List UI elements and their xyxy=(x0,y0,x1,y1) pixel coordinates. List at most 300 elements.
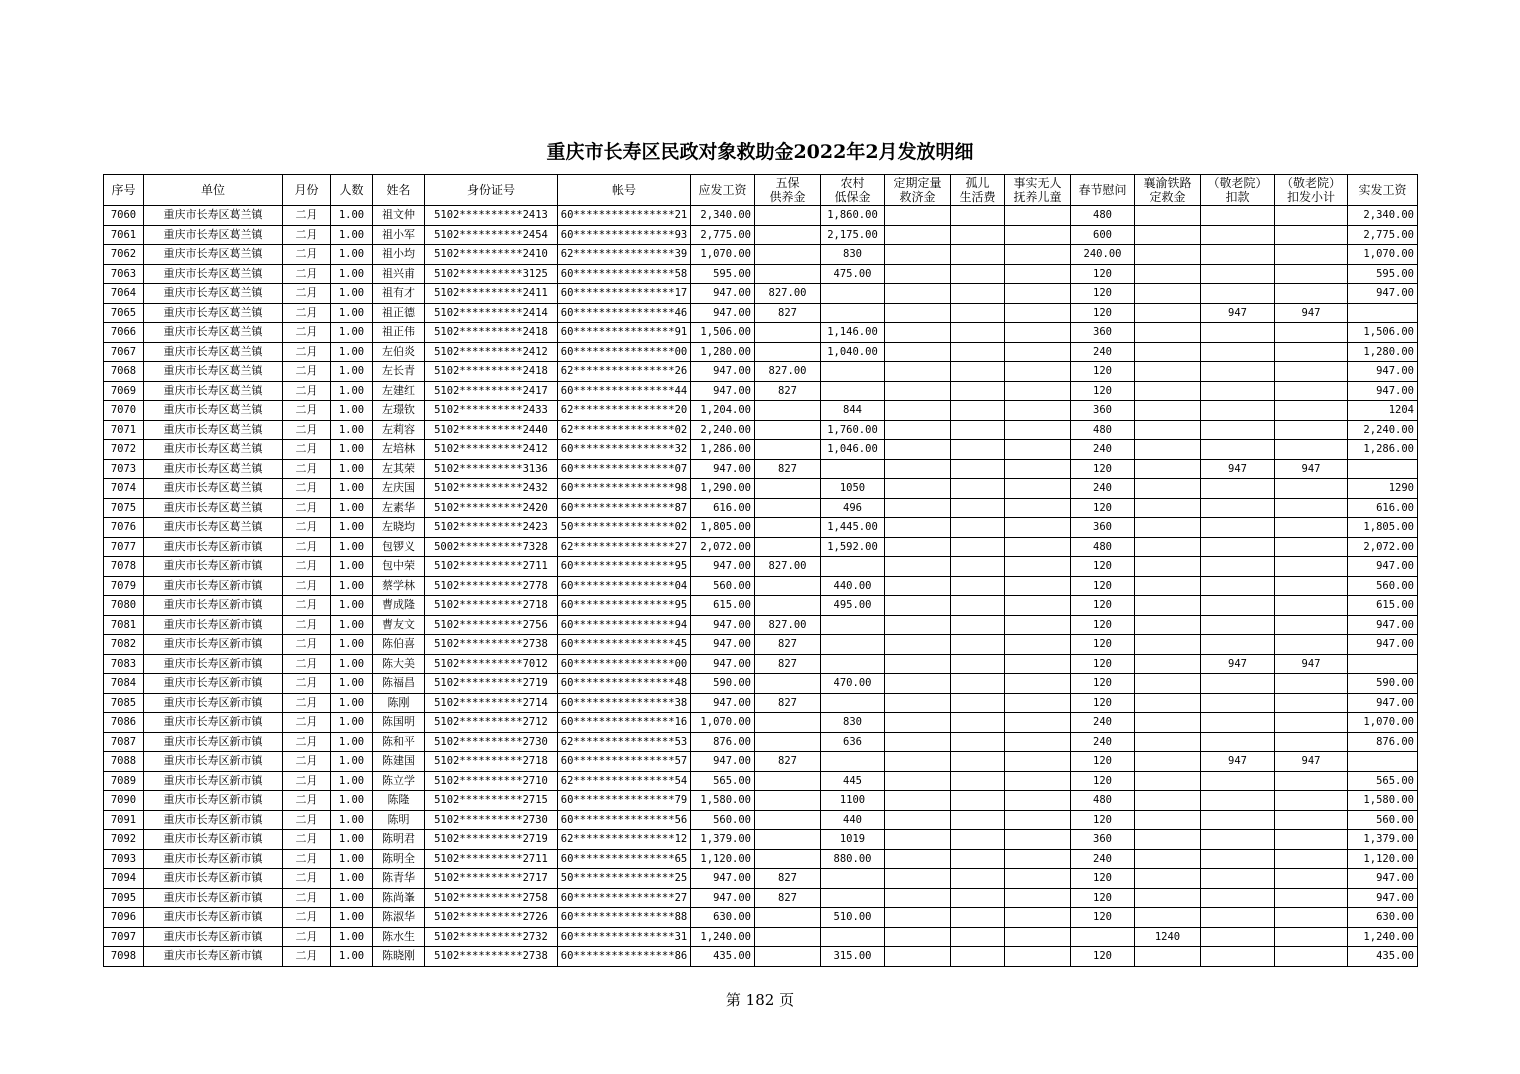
table-cell: 7083 xyxy=(104,654,144,674)
table-cell: 60****************32 xyxy=(558,440,691,460)
table-cell: 560.00 xyxy=(691,576,755,596)
table-cell: 5102**********2732 xyxy=(425,927,558,947)
table-cell: 二月 xyxy=(283,479,331,499)
table-cell: 二月 xyxy=(283,596,331,616)
table-cell xyxy=(885,362,951,382)
table-cell: 1.00 xyxy=(331,362,373,382)
table-cell: 1,379.00 xyxy=(691,830,755,850)
table-cell: 5102**********2730 xyxy=(425,732,558,752)
table-cell: 1.00 xyxy=(331,869,373,889)
table-cell: 510.00 xyxy=(821,908,885,928)
table-cell xyxy=(755,810,821,830)
table-cell: 陈尚峯 xyxy=(373,888,425,908)
table-cell xyxy=(1135,947,1201,967)
table-cell xyxy=(755,849,821,869)
table-cell xyxy=(755,576,821,596)
table-cell: 重庆市长寿区葛兰镇 xyxy=(144,401,283,421)
table-cell: 重庆市长寿区葛兰镇 xyxy=(144,362,283,382)
table-cell: 827 xyxy=(755,303,821,323)
table-cell: 包锣义 xyxy=(373,537,425,557)
table-cell: 5102**********2432 xyxy=(425,479,558,499)
table-cell: 7090 xyxy=(104,791,144,811)
table-cell: 880.00 xyxy=(821,849,885,869)
table-cell: 二月 xyxy=(283,342,331,362)
table-cell: 1.00 xyxy=(331,752,373,772)
table-cell: 360 xyxy=(1071,518,1135,538)
table-cell: 62****************20 xyxy=(558,401,691,421)
table-cell xyxy=(821,303,885,323)
table-cell xyxy=(1201,888,1275,908)
table-cell: 1.00 xyxy=(331,284,373,304)
table-cell xyxy=(1005,498,1071,518)
table-cell xyxy=(951,518,1005,538)
table-cell: 7082 xyxy=(104,635,144,655)
table-cell: 5102**********2711 xyxy=(425,557,558,577)
table-cell: 1100 xyxy=(821,791,885,811)
table-cell: 60****************65 xyxy=(558,849,691,869)
table-cell: 1240 xyxy=(1135,927,1201,947)
table-cell: 360 xyxy=(1071,323,1135,343)
table-row xyxy=(104,401,1418,421)
table-cell: 5102**********2417 xyxy=(425,381,558,401)
table-cell xyxy=(951,888,1005,908)
table-cell: 左庆国 xyxy=(373,479,425,499)
table-cell xyxy=(951,303,1005,323)
table-cell: 60****************44 xyxy=(558,381,691,401)
table-cell: 120 xyxy=(1071,693,1135,713)
table-cell: 60****************95 xyxy=(558,596,691,616)
table-cell: 二月 xyxy=(283,732,331,752)
table-cell: 827 xyxy=(755,752,821,772)
table-cell xyxy=(951,791,1005,811)
table-cell: 左长青 xyxy=(373,362,425,382)
table-cell: 7062 xyxy=(104,245,144,265)
table-cell: 600 xyxy=(1071,225,1135,245)
table-cell: 2,175.00 xyxy=(821,225,885,245)
table-cell: 7074 xyxy=(104,479,144,499)
table-cell: 重庆市长寿区葛兰镇 xyxy=(144,518,283,538)
table-cell: 重庆市长寿区葛兰镇 xyxy=(144,342,283,362)
table-cell: 二月 xyxy=(283,888,331,908)
column-header: 身份证号 xyxy=(425,175,558,206)
table-cell xyxy=(885,342,951,362)
table-cell: 827 xyxy=(755,459,821,479)
table-cell: 947 xyxy=(1275,303,1348,323)
table-row xyxy=(104,830,1418,850)
table-cell: 二月 xyxy=(283,674,331,694)
table-cell: 5102**********2412 xyxy=(425,440,558,460)
table-cell: 1.00 xyxy=(331,654,373,674)
table-cell xyxy=(951,674,1005,694)
table-cell xyxy=(821,615,885,635)
table-cell: 120 xyxy=(1071,498,1135,518)
table-row xyxy=(104,947,1418,967)
table-cell: 5102**********3136 xyxy=(425,459,558,479)
table-cell: 曹友文 xyxy=(373,615,425,635)
table-cell xyxy=(1275,849,1348,869)
table-cell: 240 xyxy=(1071,440,1135,460)
table-cell: 1.00 xyxy=(331,381,373,401)
table-cell xyxy=(1275,596,1348,616)
table-cell: 60****************93 xyxy=(558,225,691,245)
table-cell: 1.00 xyxy=(331,947,373,967)
table-row xyxy=(104,791,1418,811)
table-cell: 315.00 xyxy=(821,947,885,967)
table-row xyxy=(104,771,1418,791)
table-cell xyxy=(885,576,951,596)
table-cell xyxy=(821,459,885,479)
table-cell: 947.00 xyxy=(691,888,755,908)
table-cell: 495.00 xyxy=(821,596,885,616)
table-row xyxy=(104,440,1418,460)
table-cell xyxy=(1005,323,1071,343)
table-cell xyxy=(1005,732,1071,752)
table-cell: 120 xyxy=(1071,810,1135,830)
table-cell xyxy=(1005,440,1071,460)
table-cell xyxy=(1348,752,1418,772)
table-cell: 7073 xyxy=(104,459,144,479)
table-cell: 827 xyxy=(755,693,821,713)
table-cell: 重庆市长寿区新市镇 xyxy=(144,849,283,869)
table-row xyxy=(104,596,1418,616)
table-cell: 二月 xyxy=(283,518,331,538)
table-cell xyxy=(1135,576,1201,596)
table-cell: 2,072.00 xyxy=(1348,537,1418,557)
table-cell: 1,760.00 xyxy=(821,420,885,440)
table-cell xyxy=(1201,635,1275,655)
table-cell: 1.00 xyxy=(331,713,373,733)
table-row xyxy=(104,674,1418,694)
table-cell xyxy=(1005,654,1071,674)
table-cell: 120 xyxy=(1071,264,1135,284)
table-cell xyxy=(1275,791,1348,811)
table-row xyxy=(104,654,1418,674)
table-cell xyxy=(885,440,951,460)
table-cell xyxy=(1135,518,1201,538)
table-cell: 二月 xyxy=(283,713,331,733)
table-cell xyxy=(1135,362,1201,382)
table-cell xyxy=(1005,537,1071,557)
table-cell xyxy=(951,927,1005,947)
table-cell: 1,070.00 xyxy=(691,713,755,733)
table-cell xyxy=(1201,615,1275,635)
table-cell: 1019 xyxy=(821,830,885,850)
table-cell: 947.00 xyxy=(691,284,755,304)
table-cell: 二月 xyxy=(283,225,331,245)
table-cell xyxy=(1348,303,1418,323)
table-cell xyxy=(1135,771,1201,791)
table-cell: 重庆市长寿区新市镇 xyxy=(144,537,283,557)
table-cell: 1.00 xyxy=(331,401,373,421)
table-cell: 2,340.00 xyxy=(1348,206,1418,226)
table-cell xyxy=(951,225,1005,245)
table-cell: 1.00 xyxy=(331,518,373,538)
table-cell xyxy=(1005,401,1071,421)
table-cell xyxy=(1005,810,1071,830)
table-cell xyxy=(1201,225,1275,245)
table-cell xyxy=(1275,908,1348,928)
table-cell: 435.00 xyxy=(691,947,755,967)
table-cell: 祖文仲 xyxy=(373,206,425,226)
table-cell: 947 xyxy=(1275,459,1348,479)
table-cell xyxy=(1201,771,1275,791)
table-cell: 2,240.00 xyxy=(1348,420,1418,440)
table-row xyxy=(104,635,1418,655)
table-cell xyxy=(755,245,821,265)
table-cell: 5102**********2440 xyxy=(425,420,558,440)
table-row xyxy=(104,284,1418,304)
table-cell: 二月 xyxy=(283,557,331,577)
table-cell: 陈国明 xyxy=(373,713,425,733)
table-cell: 827 xyxy=(755,888,821,908)
table-cell: 830 xyxy=(821,245,885,265)
table-cell: 左素华 xyxy=(373,498,425,518)
table-cell xyxy=(1201,830,1275,850)
table-cell xyxy=(1201,342,1275,362)
table-cell xyxy=(951,849,1005,869)
table-cell xyxy=(1201,869,1275,889)
table-cell xyxy=(951,381,1005,401)
table-cell: 120 xyxy=(1071,615,1135,635)
table-cell: 60****************45 xyxy=(558,635,691,655)
table-cell xyxy=(1201,440,1275,460)
table-cell xyxy=(951,459,1005,479)
table-cell: 5102**********2718 xyxy=(425,752,558,772)
table-cell: 陈福昌 xyxy=(373,674,425,694)
page-number: 第 182 页 xyxy=(725,991,795,1009)
table-cell xyxy=(1201,323,1275,343)
table-cell: 60****************94 xyxy=(558,615,691,635)
table-cell xyxy=(1135,401,1201,421)
table-cell: 5102**********2423 xyxy=(425,518,558,538)
table-cell: 5102**********2718 xyxy=(425,596,558,616)
table-cell: 1.00 xyxy=(331,225,373,245)
table-cell xyxy=(951,401,1005,421)
table-cell xyxy=(885,381,951,401)
table-cell: 947.00 xyxy=(691,381,755,401)
table-cell: 62****************53 xyxy=(558,732,691,752)
table-cell: 重庆市长寿区葛兰镇 xyxy=(144,479,283,499)
table-cell: 祖有才 xyxy=(373,284,425,304)
table-cell: 560.00 xyxy=(1348,810,1418,830)
table-cell: 7061 xyxy=(104,225,144,245)
table-cell xyxy=(951,342,1005,362)
table-cell xyxy=(1005,459,1071,479)
table-cell: 重庆市长寿区新市镇 xyxy=(144,908,283,928)
table-cell: 120 xyxy=(1071,654,1135,674)
table-cell: 5102**********2730 xyxy=(425,810,558,830)
column-header: 春节慰问 xyxy=(1071,175,1135,206)
table-cell xyxy=(1005,264,1071,284)
table-cell: 616.00 xyxy=(691,498,755,518)
table-cell xyxy=(951,206,1005,226)
table-cell xyxy=(951,323,1005,343)
table-cell xyxy=(1201,537,1275,557)
table-cell xyxy=(1275,420,1348,440)
table-cell: 240 xyxy=(1071,479,1135,499)
table-cell xyxy=(1135,615,1201,635)
table-cell: 1,046.00 xyxy=(821,440,885,460)
table-cell: 240 xyxy=(1071,713,1135,733)
table-cell xyxy=(821,362,885,382)
table-cell xyxy=(755,420,821,440)
table-cell xyxy=(755,479,821,499)
table-cell xyxy=(885,206,951,226)
table-cell: 62****************39 xyxy=(558,245,691,265)
table-cell: 7063 xyxy=(104,264,144,284)
table-row xyxy=(104,206,1418,226)
table-cell xyxy=(755,342,821,362)
table-cell xyxy=(755,518,821,538)
table-cell xyxy=(1005,713,1071,733)
table-cell xyxy=(885,537,951,557)
table-cell xyxy=(1275,713,1348,733)
table-cell xyxy=(1005,849,1071,869)
table-cell xyxy=(1275,537,1348,557)
table-cell: 二月 xyxy=(283,771,331,791)
table-cell xyxy=(1201,362,1275,382)
table-cell: 60****************98 xyxy=(558,479,691,499)
table-cell: 60****************86 xyxy=(558,947,691,967)
table-cell: 重庆市长寿区葛兰镇 xyxy=(144,420,283,440)
table-cell xyxy=(1005,206,1071,226)
table-cell: 二月 xyxy=(283,947,331,967)
table-cell: 947.00 xyxy=(1348,869,1418,889)
table-cell xyxy=(1005,596,1071,616)
table-cell xyxy=(885,927,951,947)
table-cell xyxy=(885,596,951,616)
table-cell: 5102**********2412 xyxy=(425,342,558,362)
table-cell: 1,445.00 xyxy=(821,518,885,538)
table-cell: 5102**********2715 xyxy=(425,791,558,811)
table-cell: 二月 xyxy=(283,381,331,401)
table-cell xyxy=(1135,381,1201,401)
table-cell: 947.00 xyxy=(691,615,755,635)
table-cell xyxy=(1201,596,1275,616)
table-cell: 1,506.00 xyxy=(1348,323,1418,343)
column-header: 农村 低保金 xyxy=(821,175,885,206)
table-cell xyxy=(951,264,1005,284)
table-cell: 二月 xyxy=(283,420,331,440)
table-cell: 844 xyxy=(821,401,885,421)
table-cell: 1,146.00 xyxy=(821,323,885,343)
table-cell: 陈明全 xyxy=(373,849,425,869)
table-cell: 60****************58 xyxy=(558,264,691,284)
table-cell: 1,120.00 xyxy=(691,849,755,869)
table-cell: 7077 xyxy=(104,537,144,557)
table-cell: 7096 xyxy=(104,908,144,928)
table-cell: 120 xyxy=(1071,947,1135,967)
table-cell: 120 xyxy=(1071,362,1135,382)
table-cell xyxy=(1005,284,1071,304)
table-cell: 7093 xyxy=(104,849,144,869)
column-header: 帐号 xyxy=(558,175,691,206)
table-cell: 7070 xyxy=(104,401,144,421)
table-cell xyxy=(951,576,1005,596)
table-cell xyxy=(885,674,951,694)
table-cell xyxy=(1135,284,1201,304)
table-cell: 重庆市长寿区新市镇 xyxy=(144,654,283,674)
table-cell: 947.00 xyxy=(691,869,755,889)
column-header: 实发工资 xyxy=(1348,175,1418,206)
table-cell: 60****************07 xyxy=(558,459,691,479)
table-cell: 947.00 xyxy=(691,693,755,713)
table-cell: 重庆市长寿区新市镇 xyxy=(144,693,283,713)
table-cell xyxy=(1005,557,1071,577)
table-cell xyxy=(1005,576,1071,596)
table-cell: 62****************26 xyxy=(558,362,691,382)
table-cell: 二月 xyxy=(283,830,331,850)
table-cell xyxy=(755,264,821,284)
table-row xyxy=(104,303,1418,323)
table-cell: 陈和平 xyxy=(373,732,425,752)
table-cell xyxy=(821,381,885,401)
table-cell: 1.00 xyxy=(331,908,373,928)
table-cell: 7086 xyxy=(104,713,144,733)
table-cell: 827 xyxy=(755,381,821,401)
table-cell xyxy=(1275,732,1348,752)
table-cell: 1,506.00 xyxy=(691,323,755,343)
table-cell: 1.00 xyxy=(331,615,373,635)
table-cell xyxy=(1005,947,1071,967)
table-cell: 1.00 xyxy=(331,596,373,616)
table-row xyxy=(104,498,1418,518)
column-header: 五保 供养金 xyxy=(755,175,821,206)
table-cell: 二月 xyxy=(283,810,331,830)
table-cell: 1.00 xyxy=(331,206,373,226)
table-header-row xyxy=(104,175,1418,206)
table-cell xyxy=(1348,654,1418,674)
table-cell: 1,805.00 xyxy=(1348,518,1418,538)
table-cell: 876.00 xyxy=(1348,732,1418,752)
table-cell: 重庆市长寿区新市镇 xyxy=(144,830,283,850)
table-row xyxy=(104,245,1418,265)
table-cell: 947.00 xyxy=(691,557,755,577)
table-cell: 1,120.00 xyxy=(1348,849,1418,869)
table-cell: 二月 xyxy=(283,693,331,713)
table-cell: 1,240.00 xyxy=(691,927,755,947)
table-cell: 5102**********2719 xyxy=(425,830,558,850)
column-header: 定期定量 救济金 xyxy=(885,175,951,206)
table-cell xyxy=(951,830,1005,850)
column-header: （敬老院） 扣发小计 xyxy=(1275,175,1348,206)
table-cell xyxy=(1135,791,1201,811)
table-cell: 435.00 xyxy=(1348,947,1418,967)
table-cell: 60****************17 xyxy=(558,284,691,304)
table-cell xyxy=(821,635,885,655)
table-cell: 重庆市长寿区新市镇 xyxy=(144,810,283,830)
table-cell: 7064 xyxy=(104,284,144,304)
table-cell: 360 xyxy=(1071,401,1135,421)
table-cell xyxy=(1135,303,1201,323)
table-cell xyxy=(755,596,821,616)
table-cell: 重庆市长寿区葛兰镇 xyxy=(144,264,283,284)
table-cell: 左建红 xyxy=(373,381,425,401)
table-cell: 1,070.00 xyxy=(1348,713,1418,733)
table-cell xyxy=(1275,693,1348,713)
table-cell: 陈刚 xyxy=(373,693,425,713)
table-cell xyxy=(1005,752,1071,772)
table-cell xyxy=(1201,245,1275,265)
table-cell xyxy=(1201,498,1275,518)
table-cell xyxy=(755,206,821,226)
table-cell xyxy=(821,888,885,908)
table-cell: 830 xyxy=(821,713,885,733)
table-cell: 60****************00 xyxy=(558,342,691,362)
table-cell: 1.00 xyxy=(331,771,373,791)
table-cell: 50****************02 xyxy=(558,518,691,538)
table-cell: 240 xyxy=(1071,732,1135,752)
